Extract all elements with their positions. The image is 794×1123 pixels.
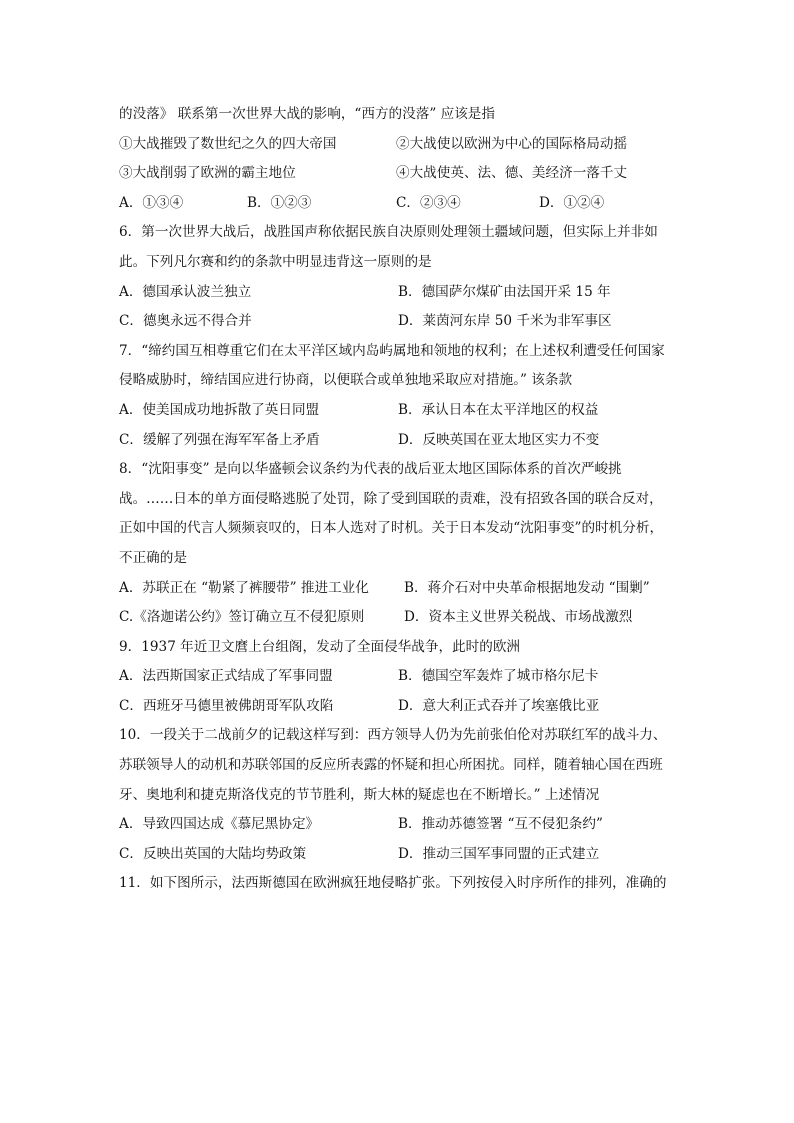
- option-c: C．西班牙马德里被佛朗哥军队攻陷: [119, 697, 334, 714]
- question-5-stem-tail: 的没落》 联系第一次世界大战的影响，“西方的没落” 应该是指: [119, 106, 495, 122]
- question-10-stem-line-3: 牙、奥地利和捷克斯洛伐克的节节胜利，斯大林的疑虑也在不断增长。” 上述情况: [119, 786, 600, 803]
- option-b: B．蒋介石对中央革命根据地发动 “围剿”: [404, 579, 650, 596]
- option-d: D．推动三国军事同盟的正式建立: [398, 845, 600, 862]
- statement-1: ①大战摧毁了数世纪之久的四大帝国: [119, 135, 337, 152]
- question-6-options-row-1: [119, 278, 683, 308]
- question-5-options: [119, 189, 683, 219]
- question-8-stem-line-2: 战。……日本的单方面侵略逃脱了处罚，除了受到国联的责难，没有招致各国的联合反对，: [119, 490, 663, 507]
- option-b: B．推动苏德签署 “互不侵犯条约”: [398, 816, 603, 833]
- option-a: A．①③④: [119, 194, 184, 211]
- question-7-stem-line-2: 侵略威胁时，缔结国应进行协商，以便联合或单独地采取应对措施。” 该条款: [119, 372, 573, 389]
- option-a: A．德国承认波兰独立: [119, 283, 252, 300]
- question-7-options-row-2: [119, 426, 683, 456]
- question-8-stem-line-3: 正如中国的代言人频频哀叹的，日本人选对了时机。关于日本发动“沈阳事变”的时机分析，: [119, 520, 664, 537]
- option-a: A．导致四国达成《慕尼黑协定》: [119, 816, 320, 833]
- statement-4: ④大战使英、法、德、美经济一落千丈: [396, 165, 628, 182]
- question-9-stem: 9．1937 年近卫文麿上台组阁，发动了全面侵华战争，此时的欧洲: [119, 638, 521, 655]
- option-a: A．法西斯国家正式结成了军事同盟: [119, 668, 333, 685]
- question-10-stem-line-1: 10．一段关于二战前夕的记载这样写到：西方领导人仍为先前张伯伦对苏联红军的战斗力、: [119, 727, 667, 744]
- option-b: B．德国空军轰炸了城市格尔尼卡: [398, 668, 599, 685]
- question-8-options-row-1: [119, 574, 683, 604]
- question-10-options-row-2: [119, 840, 683, 870]
- option-b: B．承认日本在太平洋地区的权益: [398, 401, 599, 418]
- question-7-options-row-1: [119, 396, 683, 426]
- statement-3: ③大战削弱了欧洲的霸主地位: [119, 165, 296, 182]
- question-6-options-row-2: [119, 307, 683, 337]
- question-5-statements-row-2: [119, 159, 683, 189]
- option-d: D．反映英国在亚太地区实力不变: [398, 431, 600, 448]
- option-d: D．资本主义世界关税战、市场战激烈: [404, 609, 633, 626]
- question-10-stem-line-2: 苏联领导人的动机和苏联邻国的反应所表露的怀疑和担心所困扰。同样，随着轴心国在西班: [119, 757, 663, 774]
- option-a: A．使美国成功地拆散了英日同盟: [119, 401, 320, 418]
- question-8-stem-line-1: 8．“沈阳事变” 是向以华盛顿会议条约为代表的战后亚太地区国际体系的首次严峻挑: [119, 461, 622, 478]
- question-9-options-row-1: [119, 662, 683, 692]
- exam-page: [119, 100, 683, 899]
- statement-2: ②大战使以欧洲为中心的国际格局动摇: [396, 135, 628, 152]
- question-6-stem-line-2: 此。下列凡尔赛和约的条款中明显违背这一原则的是: [119, 253, 432, 270]
- option-d: D．意大利正式吞并了埃塞俄比亚: [398, 697, 600, 714]
- question-8-options-row-2: [119, 603, 683, 633]
- question-10-options-row-1: [119, 810, 683, 840]
- question-11-stem: 11．如下图所示，法西斯德国在欧洲疯狂地侵略扩张。下列按侵入时序所作的排列，准确的: [119, 875, 667, 892]
- option-c: C．②③④: [396, 194, 461, 211]
- question-5-statements-row-1: [119, 130, 683, 160]
- option-a: A．苏联正在 “勒紧了裤腰带” 推进工业化: [119, 579, 369, 596]
- question-7-stem-line-1: 7．“缔约国互相尊重它们在太平洋区域内岛屿属地和领地的权利；在上述权利遭受任何国家: [119, 342, 665, 359]
- question-6-stem-line-1: 6．第一次世界大战后，战胜国声称依据民族自决原则处理领土疆域问题，但实际上并非如: [119, 224, 658, 241]
- option-c: C．德奥永远不得合并: [119, 313, 252, 330]
- question-9-options-row-2: [119, 692, 683, 722]
- option-c: C.《洛迦诺公约》签订确立互不侵犯原则: [119, 609, 365, 626]
- option-b: B．德国萨尔煤矿由法国开采 15 年: [398, 283, 611, 300]
- option-b: B．①②③: [247, 194, 312, 211]
- question-8-stem-line-4: 不正确的是: [119, 549, 187, 566]
- option-d: D．莱茵河东岸 50 千米为非军事区: [398, 313, 612, 330]
- option-d: D．①②④: [539, 194, 605, 211]
- option-c: C．缓解了列强在海军军备上矛盾: [119, 431, 320, 448]
- option-c: C．反映出英国的大陆均势政策: [119, 845, 307, 862]
